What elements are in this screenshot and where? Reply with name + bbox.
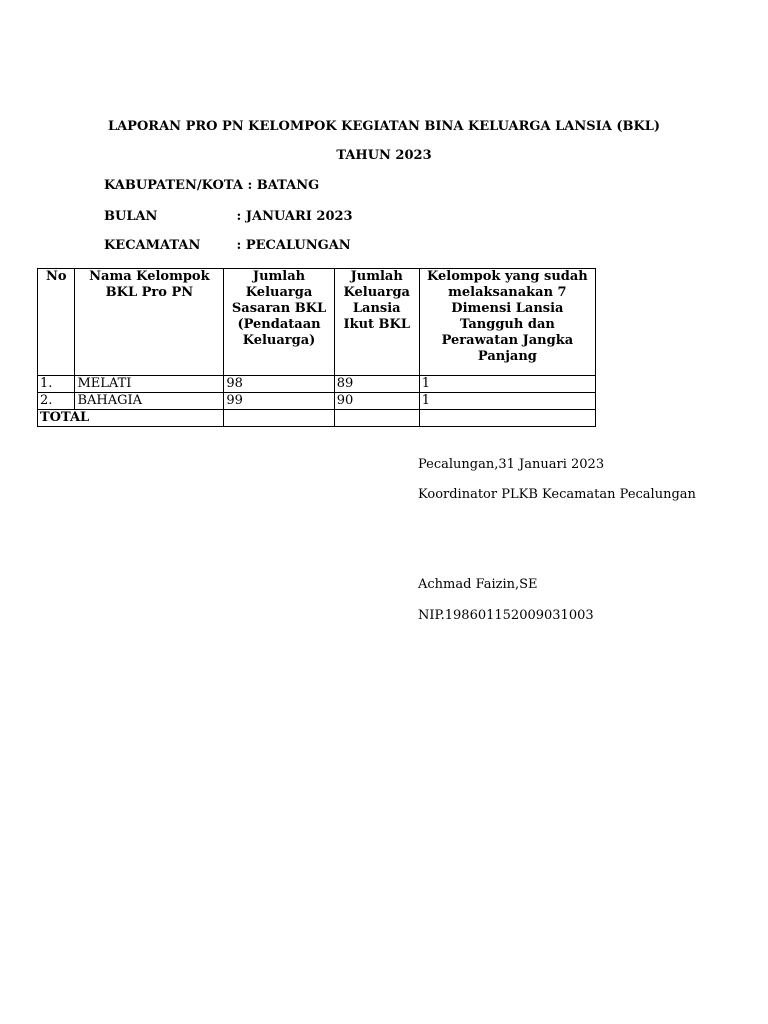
report-title: LAPORAN PRO PN KELOMPOK KEGIATAN BINA KELUARGA LANSIA (BKL) [107, 119, 661, 134]
cell-kelompok: 1 [419, 393, 595, 410]
total-kelompok [419, 410, 595, 427]
signature-role: Koordinator PLKB Kecamatan Pecalungan [418, 487, 696, 502]
meta-kabupaten [104, 178, 319, 193]
meta-bulan-label: BULAN [104, 209, 158, 224]
report-year: TAHUN 2023 [336, 148, 432, 163]
cell-no: 2. [38, 393, 75, 410]
cell-lansia: 89 [334, 376, 419, 393]
total-label: TOTAL [38, 410, 224, 427]
signature-place-date: Pecalungan,31 Januari 2023 [418, 457, 605, 472]
header-no: No [38, 269, 75, 376]
total-lansia [334, 410, 419, 427]
meta-bulan [104, 209, 353, 224]
cell-sasaran: 99 [224, 393, 334, 410]
cell-sasaran: 98 [224, 376, 334, 393]
meta-kecamatan-label: KECAMATAN [104, 238, 201, 253]
signature-name: Achmad Faizin,SE [418, 577, 538, 592]
header-nama-kelompok: Nama Kelompok BKL Pro PN [75, 269, 224, 376]
meta-kabupaten-value: : BATANG [247, 178, 320, 193]
header-jumlah-lansia: Jumlah Keluarga Lansia Ikut BKL [334, 269, 419, 376]
report-table [37, 268, 596, 427]
cell-kelompok: 1 [419, 376, 595, 393]
total-sasaran [224, 410, 334, 427]
meta-kecamatan [104, 238, 351, 253]
table-header-row [38, 269, 596, 376]
cell-lansia: 90 [334, 393, 419, 410]
meta-kecamatan-value: : PECALUNGAN [236, 238, 351, 253]
cell-no: 1. [38, 376, 75, 393]
meta-bulan-value: : JANUARI 2023 [236, 209, 353, 224]
cell-nama: MELATI [75, 376, 224, 393]
signature-nip: NIP.198601152009031003 [418, 608, 594, 623]
header-jumlah-sasaran: Jumlah Keluarga Sasaran BKL (Pendataan Keluarga) [224, 269, 334, 376]
header-kelompok-7-dimensi: Kelompok yang sudah melaksanakan 7 Dimensi Lansia Tangguh dan Perawatan Jangka Panjang [419, 269, 595, 376]
table-row [38, 376, 596, 393]
meta-kabupaten-label: KABUPATEN/KOTA [104, 178, 243, 193]
cell-nama: BAHAGIA [75, 393, 224, 410]
table-total-row [38, 410, 596, 427]
table-row [38, 393, 596, 410]
